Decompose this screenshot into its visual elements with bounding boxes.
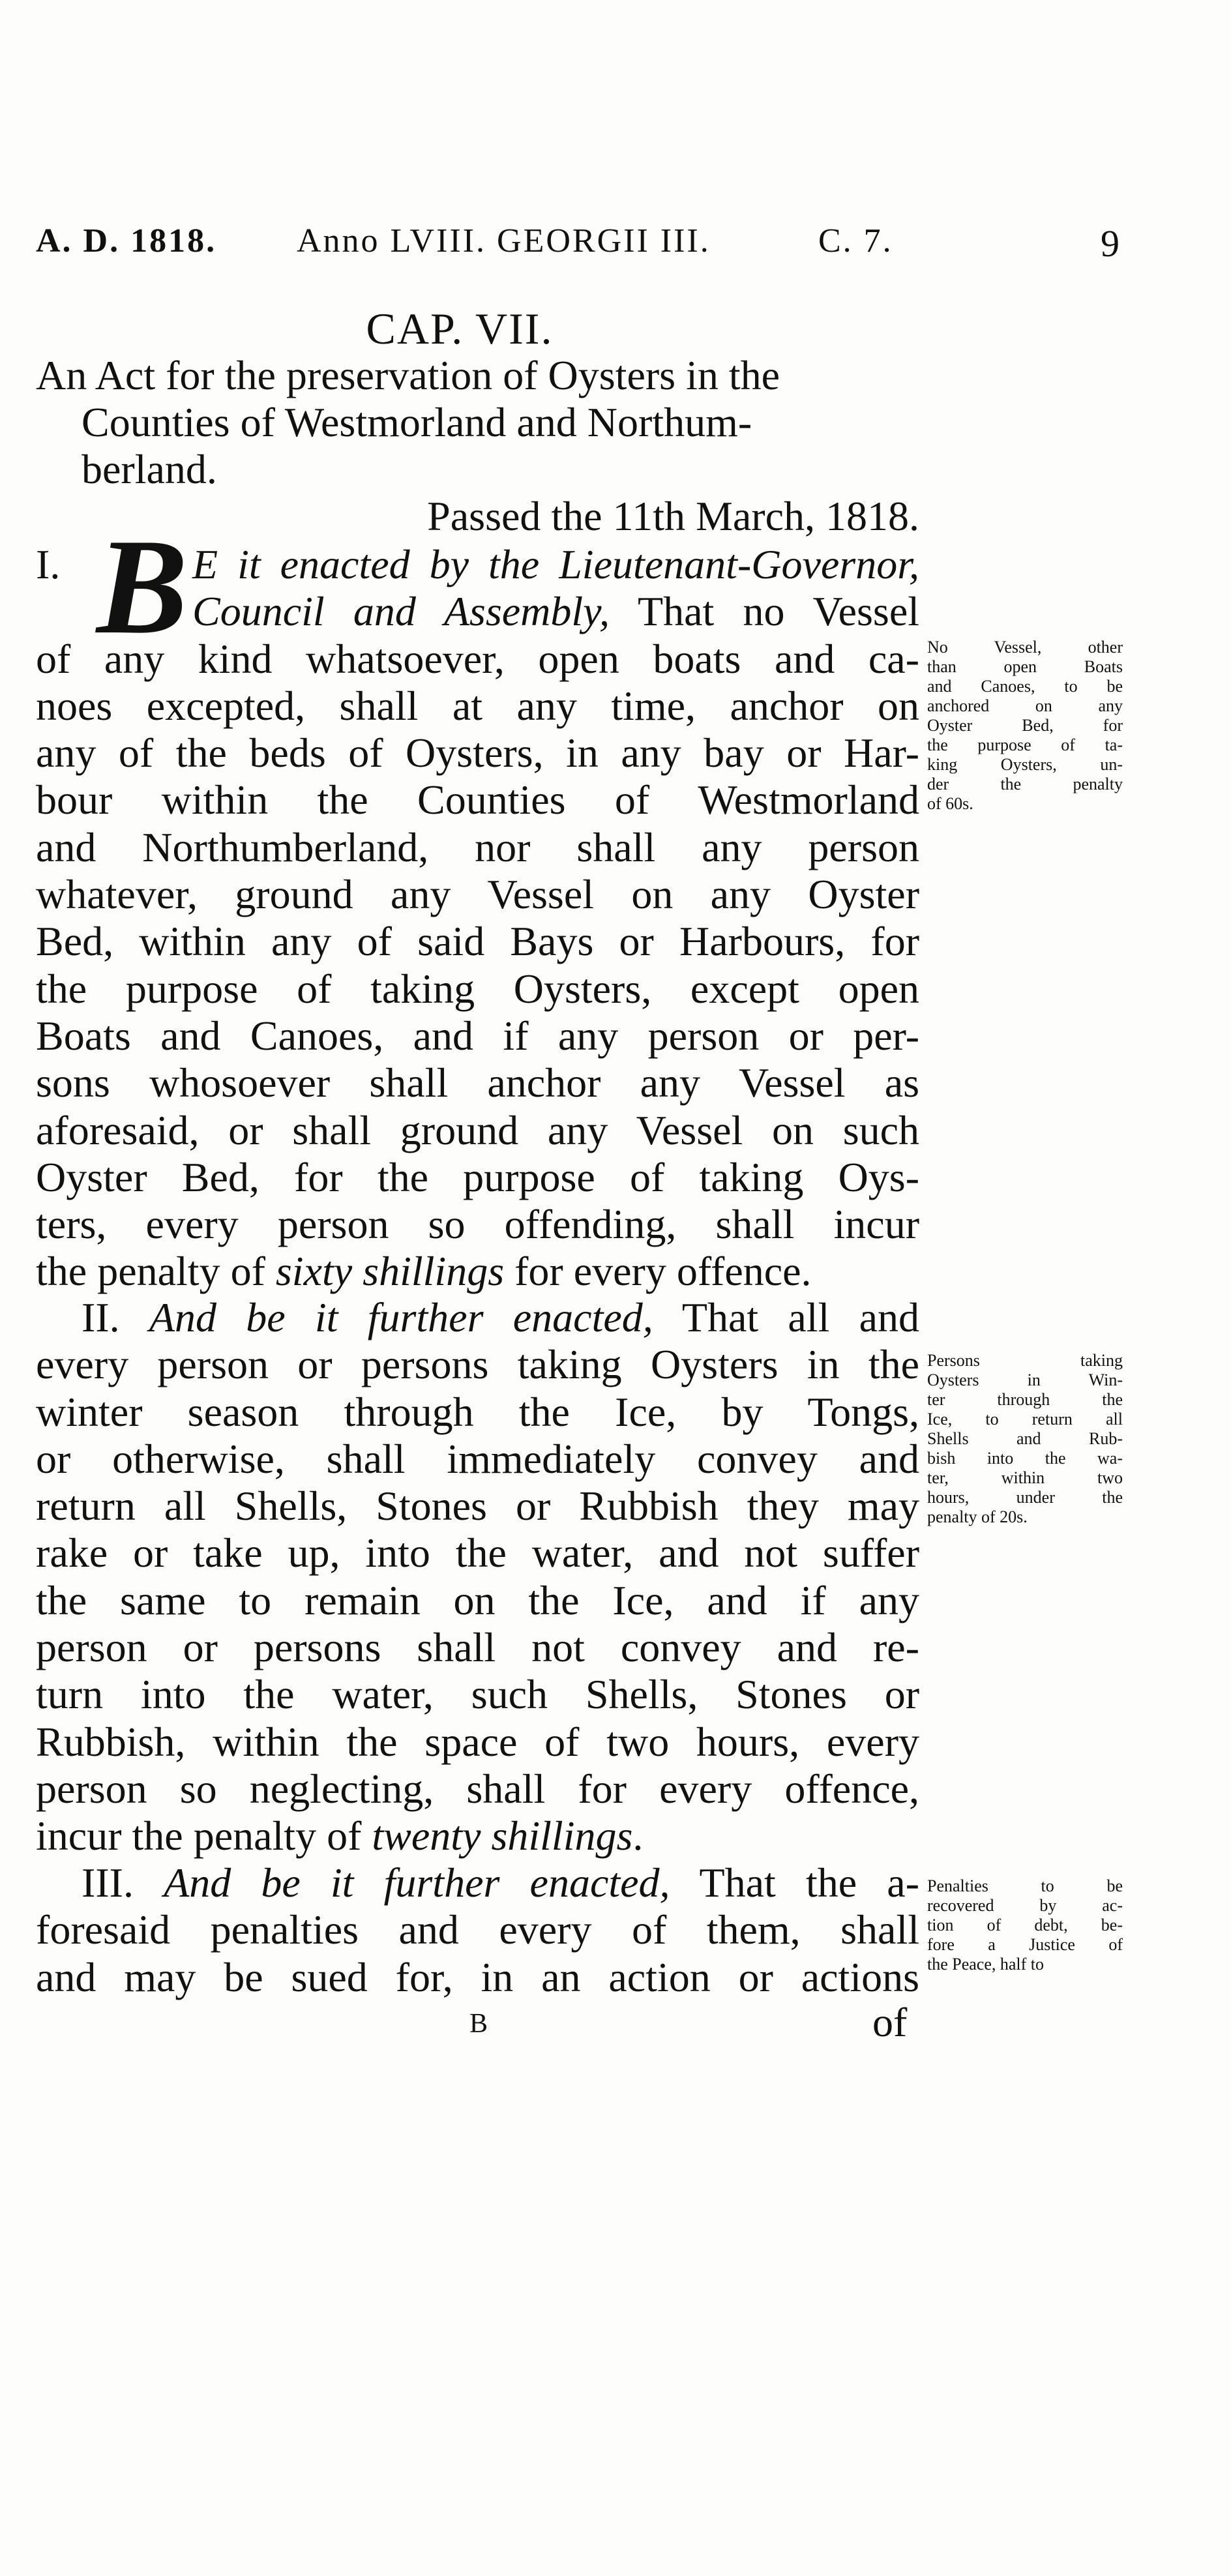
text-line: foresaid penalties and every of them, shall — [36, 1906, 919, 1953]
marginal-note-line: than open Boats — [927, 657, 1123, 676]
marginal-note-line: anchored on any — [927, 696, 1123, 715]
text-line: ters, every person so offending, shall incur — [36, 1201, 919, 1248]
marginal-note-line: Shells and Rub- — [927, 1429, 1123, 1448]
text-line: Rubbish, within the space of two hours, every — [36, 1718, 919, 1765]
text-line: winter season through the Ice, by Tongs, — [36, 1388, 919, 1435]
text-line: the same to remain on the Ice, and if any — [36, 1577, 919, 1623]
text-line: person so neglecting, shall for every offence, — [36, 1765, 919, 1812]
text-line: the penalty of sixty shillings for every offence. — [36, 1248, 812, 1295]
text-line: every person or persons taking Oysters in the — [36, 1341, 919, 1388]
text-line: rake or take up, into the water, and not suffer — [36, 1530, 919, 1577]
text-line: the purpose of taking Oysters, except open — [36, 965, 919, 1012]
marginal-note-line: recovered by ac- — [927, 1896, 1123, 1915]
chapter-heading: CAP. VII. — [366, 304, 554, 353]
running-head-date: A. D. 1818. — [36, 222, 217, 259]
act-title-line: Counties of Westmorland and Northum- — [82, 399, 752, 445]
marginal-note-3 — [927, 1876, 1123, 1974]
marginal-note-line: hours, under the — [927, 1488, 1123, 1507]
text-line: return all Shells, Stones or Rubbish they may — [36, 1483, 919, 1530]
text-line: turn into the water, such Shells, Stones or — [36, 1671, 919, 1718]
marginal-note-line: of 60s. — [927, 794, 973, 813]
text-line: aforesaid, or shall ground any Vessel on such — [36, 1106, 919, 1153]
page-number: 9 — [1101, 222, 1121, 265]
passed-date: Passed the 11th March, 1818. — [427, 493, 919, 539]
text-line: noes excepted, shall at any time, anchor on — [36, 682, 919, 729]
marginal-note-1 — [927, 638, 1123, 814]
marginal-note-line: Oysters in Win- — [927, 1370, 1123, 1389]
act-title — [36, 352, 919, 493]
text-line: any of the beds of Oysters, in any bay or Har- — [36, 730, 919, 777]
text-line: II. And be it further enacted, That all and — [82, 1294, 920, 1340]
marginal-note-line: king Oysters, un- — [927, 755, 1123, 774]
text-line: Oyster Bed, for the purpose of taking Oys- — [36, 1153, 919, 1200]
marginal-note-line: ter through the — [927, 1390, 1123, 1409]
marginal-note-line: tion of debt, be- — [927, 1916, 1123, 1934]
text-line: sons whosoever shall anchor any Vessel as — [36, 1059, 919, 1106]
running-head-regnal-year: Anno LVIII. GEORGII III. — [297, 222, 711, 259]
marginal-note-line: and Canoes, to be — [927, 677, 1123, 696]
marginal-note-line: the purpose of ta- — [927, 735, 1123, 754]
text-line: Boats and Canoes, and if any person or per- — [36, 1012, 919, 1059]
marginal-note-line: fore a Justice of — [927, 1935, 1123, 1954]
marginal-note-line: bish into the wa- — [927, 1449, 1123, 1468]
marginal-note-line: penalty of 20s. — [927, 1507, 1028, 1526]
text-line: bour within the Counties of Westmorland — [36, 777, 919, 823]
catchword: of — [872, 1999, 908, 2045]
section-1 — [36, 541, 919, 1295]
marginal-note-line: the Peace, half to — [927, 1955, 1045, 1974]
text-line: person or persons shall not convey and re- — [36, 1624, 919, 1671]
marginal-note-line: Persons taking — [927, 1351, 1123, 1370]
text-line: whatever, ground any Vessel on any Oyster — [36, 871, 919, 918]
marginal-note-line: Oyster Bed, for — [927, 716, 1123, 735]
act-title-line: berland. — [82, 446, 217, 492]
section-3 — [36, 1859, 919, 2001]
text-line: Bed, within any of said Bays or Harbours, for — [36, 918, 919, 965]
text-line: incur the penalty of twenty shillings. — [36, 1813, 644, 1859]
text-line: III. And be it further enacted, That the a- — [82, 1859, 920, 1906]
text-line: and may be sued for, in an action or actions — [36, 1953, 919, 2000]
text-line: or otherwise, shall immediately convey and — [36, 1435, 919, 1482]
marginal-note-line: ter, within two — [927, 1468, 1123, 1487]
signature-mark: B — [469, 2009, 488, 2039]
marginal-note-line: Penalties to be — [927, 1876, 1123, 1895]
section-2 — [36, 1294, 919, 1860]
text-line: of any kind whatsoever, open boats and ca- — [36, 635, 919, 682]
drop-cap: B — [96, 511, 188, 662]
section-numeral: I. — [36, 541, 61, 587]
marginal-note-2 — [927, 1351, 1123, 1527]
text-line: and Northumberland, nor shall any person — [36, 823, 919, 870]
marginal-note-line: Ice, to return all — [927, 1410, 1123, 1429]
running-head-chapter: C. 7. — [818, 222, 893, 259]
marginal-note-line: No Vessel, other — [927, 638, 1123, 657]
marginal-note-line: der the penalty — [927, 775, 1123, 793]
text-line: I. E it enacted by the Lieutenant-Governor, — [36, 541, 919, 587]
text-line: Council and Assembly, That no Vessel — [192, 588, 920, 635]
act-title-line: An Act for the preservation of Oysters in the — [36, 352, 780, 398]
